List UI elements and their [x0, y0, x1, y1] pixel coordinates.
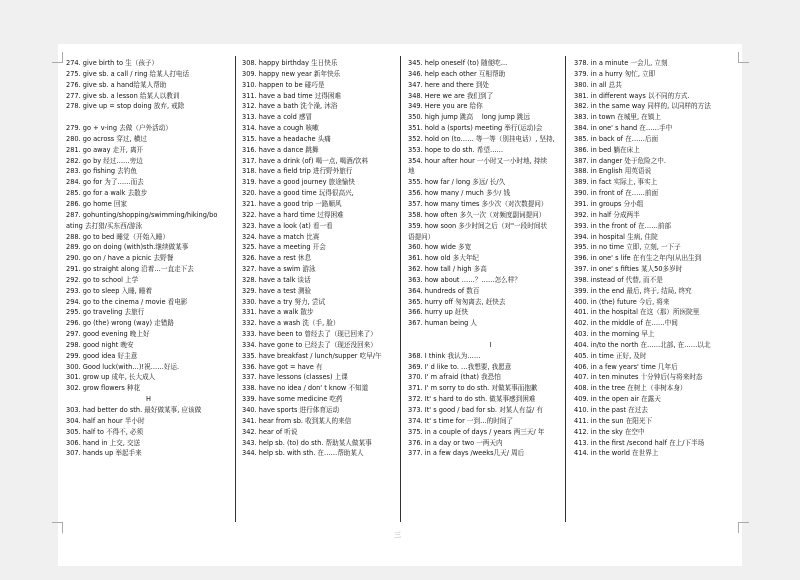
phrase-entry: 358. how often 多久一次（对频度副词提问）	[408, 210, 546, 219]
phrase-entry: 318. have a field trip 进行野外旅行	[242, 167, 353, 176]
phrase-column-4	[574, 58, 739, 459]
phrase-entry: 354. hour after hour 一小时又一小时地, 持续	[408, 156, 547, 165]
phrase-entry: 373. It' s good / bad for sb. 对某人有益/ 有	[408, 406, 543, 414]
phrase-entry: 306. hand in 上交, 交送	[66, 438, 141, 447]
phrase-entry: 310. happen to be 碰巧是	[242, 80, 325, 89]
phrase-entry: 352. hold on (to…… 等一等（别挂电话）, 坚持,	[408, 134, 555, 143]
phrase-entry: 344. help sb. with sth. 在……帮助某人	[242, 449, 364, 458]
phrase-entry: 304. half an hour 半小时	[66, 416, 145, 425]
phrase-entry: 414. in the world 在世界上	[574, 449, 659, 458]
phrase-entry: 407. in ten minutes 十分钟后(与将来时态	[574, 373, 703, 382]
phrase-entry: 380. in all 总共	[574, 80, 622, 89]
phrase-entry: 309. happy new year 新年快乐	[242, 69, 341, 78]
phrase-entry: 278. give up = stop doing 放弃, 戒除	[66, 102, 185, 111]
phrase-entry: 332. have a wash 洗（手, 脸）	[242, 319, 340, 328]
phrase-column-1	[66, 58, 231, 459]
phrase-entry: 316. have a dance 跳舞	[242, 145, 319, 154]
section-letter: I	[489, 340, 492, 349]
phrase-entry: 319. have a good journey 旅途愉快	[242, 178, 355, 187]
phrase-entry: 391. in groups 分小组	[574, 199, 644, 208]
crop-mark-top-left	[52, 52, 63, 63]
phrase-entry: 326. have a rest 休息	[242, 254, 312, 263]
phrase-entry: 365. hurry off 匆匆离去, 赶快去	[408, 297, 506, 306]
phrase-entry: 401. in the hospital 在这（那）所医院里	[574, 308, 700, 317]
phrase-entry: 299. good idea 好主意	[66, 351, 138, 360]
phrase-entry: 339. have some medicine 吃药	[242, 395, 343, 404]
phrase-entry: 411. in the sun 在阳光下	[574, 416, 653, 425]
phrase-entry: 393. in the front of 在……前部	[574, 221, 672, 230]
phrase-entry: 324. have a match 比赛	[242, 232, 320, 241]
phrase-entry: 388. in English 用英语说	[574, 167, 652, 176]
phrase-entry: 394. in hospital 生病, 住院	[574, 232, 658, 241]
phrase-entry: 320. have a good time 玩得很高兴,	[242, 189, 354, 198]
phrase-column-2	[242, 58, 407, 459]
phrase-entry: 346. help each other 互相帮助	[408, 69, 506, 78]
phrase-entry: 283. go fishing 去钓鱼	[66, 167, 137, 176]
phrase-entry: 280. go across 穿过, 横过	[66, 134, 147, 143]
phrase-entry: 353. hope to do sth. 希望……	[408, 145, 504, 154]
phrase-entry: 276. give sb. a hand给某人帮助	[66, 80, 167, 89]
phrase-entry: 396. in one' s life 在有生之年内(从出生到	[574, 254, 702, 263]
phrase-entry: 371. I' m sorry to do sth. 对做某事而抱歉	[408, 384, 538, 393]
phrase-entry: 286. go home 回家	[66, 199, 128, 208]
phrase-entry: 398. instead of 代替, 而不是	[574, 275, 663, 284]
phrase-entry: 363. how about ……？……怎么样？	[408, 275, 521, 284]
phrase-entry: 329. have a test 测验	[242, 286, 312, 295]
phrase-entry: 343. help sb. (to) do sth. 帮助某人做某事	[242, 438, 372, 447]
crop-mark-bottom-left	[52, 522, 63, 533]
phrase-entry: 383. in town 在城里, 在镇上	[574, 113, 661, 122]
phrase-entry: 397. in one' s fifties 某人50多岁时	[574, 265, 683, 274]
phrase-entry: 288. go to bed 睡觉（开始入睡）	[66, 232, 170, 241]
crop-mark-bottom-right	[738, 522, 749, 533]
phrase-entry: 325. have a meeting 开会	[242, 243, 326, 252]
phrase-entry: 295. go traveling 去旅行	[66, 308, 145, 317]
phrase-entry: 390. in front of 在……前面	[574, 189, 659, 198]
phrase-entry: 296. go (the) wrong (way) 走错路	[66, 319, 174, 328]
phrase-entry: 281. go away 走开, 离开	[66, 145, 144, 154]
phrase-entry: 359. how soon 多少时间之后（对"一段时间状	[408, 221, 548, 230]
phrase-entry: 412. in the sky 在空中	[574, 427, 645, 436]
phrase-entry: 399. in the end 最后, 终于, 结局, 终究	[574, 286, 692, 295]
phrase-entry: 308. happy birthday 生日快乐	[242, 59, 338, 67]
phrase-entry: 307. hands up 举起手来	[66, 449, 142, 458]
phrase-entry: 279. go + v-ing 去做（户外活动）	[66, 124, 172, 133]
phrase-entry: 378. in a minute 一会儿, 立刻	[574, 59, 668, 67]
phrase-entry: 305. half to 不得不, 必须	[66, 427, 144, 436]
phrase-entry: 377. in a few days /weeks几天/ 周后	[408, 449, 525, 458]
phrase-entry: 284. go for 为了……而去	[66, 178, 144, 187]
section-letter: H	[146, 395, 151, 404]
phrase-entry: 366. hurry up 赶快	[408, 308, 469, 317]
phrase-entry: 350. high jump 跳高 long jump 跳远	[408, 113, 531, 122]
phrase-entry: 334. have gone to 已经去了（现还没回来）	[242, 340, 377, 349]
phrase-entry: 323. have a look (at) 看一看	[242, 221, 333, 230]
phrase-entry: 315. have a headache 头痛	[242, 134, 331, 143]
phrase-entry: 321. have a good trip 一路顺风	[242, 199, 342, 208]
phrase-entry: 294. go to the cinema / movie 看电影	[66, 297, 188, 306]
blank-line	[66, 112, 231, 123]
phrase-entry: 362. how tall / high 多高	[408, 265, 487, 274]
phrase-entry: 340. have sports 进行体育运动	[242, 406, 340, 414]
phrase-entry: 301. grow up 成年, 长大成人	[66, 373, 156, 382]
phrase-entry: 337. have lessons (classes) 上课	[242, 373, 348, 382]
phrase-entry: 331. have a walk 散步	[242, 308, 314, 317]
phrase-entry: 372. It' s hard to do sth. 做某事感到困难	[408, 395, 536, 404]
phrase-entry: 328. have a talk 谈话	[242, 275, 311, 284]
phrase-entry: 335. have breakfast / lunch/supper 吃早/午	[242, 351, 382, 360]
phrase-entry: 336. have got = have 有	[242, 362, 323, 371]
phrase-entry: 290. go on / have a picnic 去野餐	[66, 254, 174, 263]
phrase-entry: 374. It' s time for 一到…的时间了	[408, 416, 514, 425]
phrase-entry: 345. help oneself (to) 随便吃…	[408, 59, 508, 67]
phrase-entry: 386. in bed 躺在床上	[574, 145, 640, 154]
phrase-entry: 403. in the morning 早上	[574, 330, 655, 339]
phrase-entry: 357. how many times 多少次（对次数提问）	[408, 199, 548, 208]
phrase-entry: 402. in the middle of 在……中间	[574, 319, 678, 328]
column-divider-1	[235, 56, 236, 522]
phrase-entry: 384. in one' s hand 在……手中	[574, 124, 673, 133]
phrase-entry: 333. have been to 曾经去了（现已回来了）	[242, 330, 377, 339]
phrase-entry: 395. in no time 立即, 立刻, 一下子	[574, 243, 681, 252]
phrase-entry: 375. in a couple of days / years 两三天/ 年	[408, 427, 545, 436]
phrase-entry: 355. how far / long 多远/ 长/久	[408, 178, 506, 187]
phrase-entry: 292. go to school 上学	[66, 275, 139, 284]
phrase-entry: 277. give sb. a lesson 给某人以教训	[66, 91, 180, 100]
phrase-entry: 356. how many / much 多少/ 钱	[408, 189, 511, 198]
phrase-entry: 342. hear of 听说	[242, 427, 298, 436]
phrase-entry: 298. good night 晚安	[66, 340, 134, 349]
phrase-entry: 275. give sb. a call / ring 给某人打电话	[66, 69, 190, 78]
phrase-entry: 302. grow flowers 种花	[66, 384, 141, 393]
phrase-entry: 376. in a day or two 一两天内	[408, 438, 503, 447]
phrase-entry: 408. in the tree 在树上（非树本身）	[574, 384, 687, 393]
phrase-entry: 382. in the same way 同样的, 以同样的方法	[574, 102, 711, 111]
blank-line	[408, 329, 573, 340]
phrase-entry: 370. I' m afraid (that) 我恐怕	[408, 373, 501, 382]
phrase-entry: 303. had better do sth. 最好做某事, 应该做	[66, 406, 202, 414]
phrase-entry: 289. go on doing (with)sth.继续做某事	[66, 243, 189, 252]
phrase-entry: 379. in a hurry 匆忙, 立即	[574, 69, 656, 78]
phrase-entry: 404. in/to the north 在……北部, 在……以北	[574, 340, 711, 349]
section-letter: 地	[408, 167, 415, 176]
phrase-entry: 282. go by 经过……旁边	[66, 156, 143, 165]
phrase-entry: 314. have a cough 咳嗽	[242, 124, 319, 133]
phrase-entry: 287. gohunting/shopping/swimming/hiking/bo	[66, 210, 218, 219]
phrase-entry: 409. in the open air 在露天	[574, 395, 661, 404]
phrase-entry: 392. in half 分成两半	[574, 210, 640, 219]
phrase-entry: 285. go for a walk 去散步	[66, 189, 148, 198]
phrase-entry: 语提问）	[408, 232, 435, 241]
phrase-entry: 369. I' d like to. …我想要, 我愿意	[408, 362, 512, 371]
crop-mark-top-right	[738, 52, 749, 63]
phrase-entry: 360. how wide 多宽	[408, 243, 472, 252]
phrase-entry: 291. go straight along 沿着…一直走下去	[66, 265, 194, 274]
phrase-column-3	[408, 58, 573, 459]
phrase-entry: 327. have a swim 游泳	[242, 265, 316, 274]
phrase-entry: 413. in the first /second half 在上/下半场	[574, 438, 705, 447]
phrase-entry: 400. in (the) future 今后, 将来	[574, 297, 670, 306]
phrase-entry: 389. in fact 实际上, 事实上	[574, 178, 658, 187]
phrase-entry: 364. hundreds of 数百	[408, 286, 480, 295]
phrase-entry: 274. give birth to 生（孩子）	[66, 59, 159, 67]
phrase-entry: 349. Here you are 给你	[408, 102, 483, 111]
phrase-entry: 368. I think 我认为……	[408, 351, 481, 360]
phrase-entry: 300. Good luck(with…)!祝……好运.	[66, 362, 180, 371]
phrase-entry: 297. good evening 晚上好	[66, 330, 150, 339]
phrase-entry: 330. have a try 努力, 尝试	[242, 297, 326, 306]
phrase-entry: 313. have a cold 感冒	[242, 113, 313, 122]
phrase-entry: 338. have no idea / don' t know 不知道	[242, 384, 369, 393]
phrase-entry: 367. human being 人	[408, 319, 478, 328]
phrase-entry: 322. have a hard time 过得困难	[242, 210, 344, 219]
phrase-entry: 387. in danger 处于危险之中.	[574, 156, 666, 165]
page-footer-mark: 三	[394, 531, 401, 539]
phrase-entry: 381. in different ways 以不同的方式.	[574, 91, 690, 100]
phrase-entry: 385. in back of 在……后面	[574, 134, 659, 143]
phrase-entry: 361. how old 多大年纪	[408, 254, 480, 263]
phrase-entry: 405. in time 正好, 及时	[574, 351, 647, 360]
phrase-entry: 317. have a drink (of) 喝一点, 喝酒/饮料	[242, 156, 369, 165]
phrase-entry: ating 去打猎/买东西/游泳	[66, 221, 143, 230]
phrase-entry: 312. have a bath 洗个澡, 沐浴	[242, 102, 338, 111]
phrase-entry: 347. here and there 到处	[408, 80, 489, 89]
phrase-entry: 293. go to sleep 入睡, 睡着	[66, 286, 153, 295]
phrase-entry: 410. in the past 在过去	[574, 406, 648, 414]
phrase-entry: 351. hold a (sports) meeting 举行(运动)会	[408, 124, 543, 133]
phrase-entry: 406. in a few years' time 几年后	[574, 362, 678, 371]
phrase-entry: 341. hear from sb. 收到某人的来信	[242, 416, 352, 425]
phrase-entry: 311. have a bad time 过得困难	[242, 91, 342, 100]
phrase-entry: 348. Here we are 我们到了	[408, 91, 494, 100]
